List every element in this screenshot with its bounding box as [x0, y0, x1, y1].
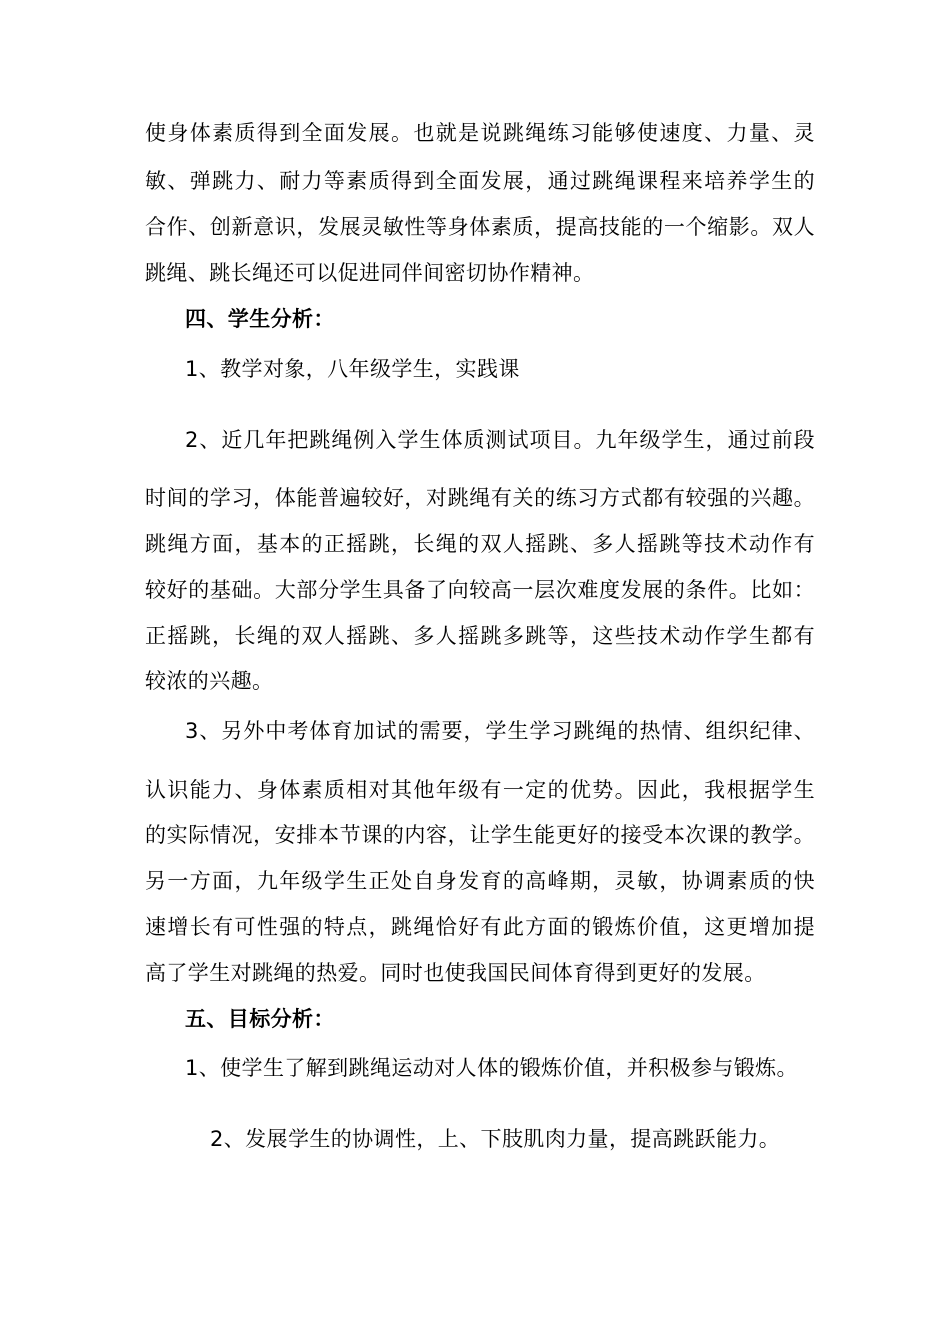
paragraph-line: 跳绳、跳长绳还可以促进同伴间密切协作精神。 [145, 261, 595, 285]
section-heading-goal-analysis: 五、目标分析： [185, 1007, 335, 1031]
list-item: 1、使学生了解到跳绳运动对人体的锻炼价值，并积极参与锻炼。 [185, 1056, 798, 1080]
paragraph-line: 合作、创新意识，发展灵敏性等身体素质，提高技能的一个缩影。双人 [145, 215, 815, 239]
paragraph-line: 2、近几年把跳绳例入学生体质测试项目。九年级学生，通过前段 [185, 428, 815, 452]
list-item: 2、发展学生的协调性，上、下肢肌肉力量，提高跳跃能力。 [210, 1127, 781, 1151]
paragraph-line: 使身体素质得到全面发展。也就是说跳绳练习能够使速度、力量、灵 [145, 121, 815, 145]
paragraph-line: 另一方面，九年级学生正处自身发育的高峰期，灵敏，协调素质的快 [145, 869, 815, 893]
paragraph-line: 较浓的兴趣。 [145, 669, 274, 693]
section-heading-student-analysis: 四、学生分析： [185, 307, 335, 331]
paragraph-line: 敏、弹跳力、耐力等素质得到全面发展，通过跳绳课程来培养学生的 [145, 169, 815, 193]
paragraph-line: 认识能力、身体素质相对其他年级有一定的优势。因此，我根据学生 [145, 778, 815, 802]
paragraph-line: 较好的基础。大部分学生具备了向较高一层次难度发展的条件。比如： [145, 578, 815, 602]
paragraph-line: 跳绳方面，基本的正摇跳，长绳的双人摇跳、多人摇跳等技术动作有 [145, 532, 815, 556]
paragraph-line: 高了学生对跳绳的热爱。同时也使我国民间体育得到更好的发展。 [145, 961, 766, 985]
paragraph-line: 3、另外中考体育加试的需要，学生学习跳绳的热情、组织纪律、 [185, 719, 815, 743]
list-item: 1、教学对象，八年级学生，实践课 [185, 357, 520, 381]
paragraph-line: 的实际情况，安排本节课的内容，让学生能更好的接受本次课的教学。 [145, 823, 815, 847]
paragraph-line: 时间的学习，体能普遍较好，对跳绳有关的练习方式都有较强的兴趣。 [145, 486, 815, 510]
paragraph-line: 速增长有可性强的特点，跳绳恰好有此方面的锻炼价值，这更增加提 [145, 915, 815, 939]
paragraph-line: 正摇跳，长绳的双人摇跳、多人摇跳多跳等，这些技术动作学生都有 [145, 624, 815, 648]
